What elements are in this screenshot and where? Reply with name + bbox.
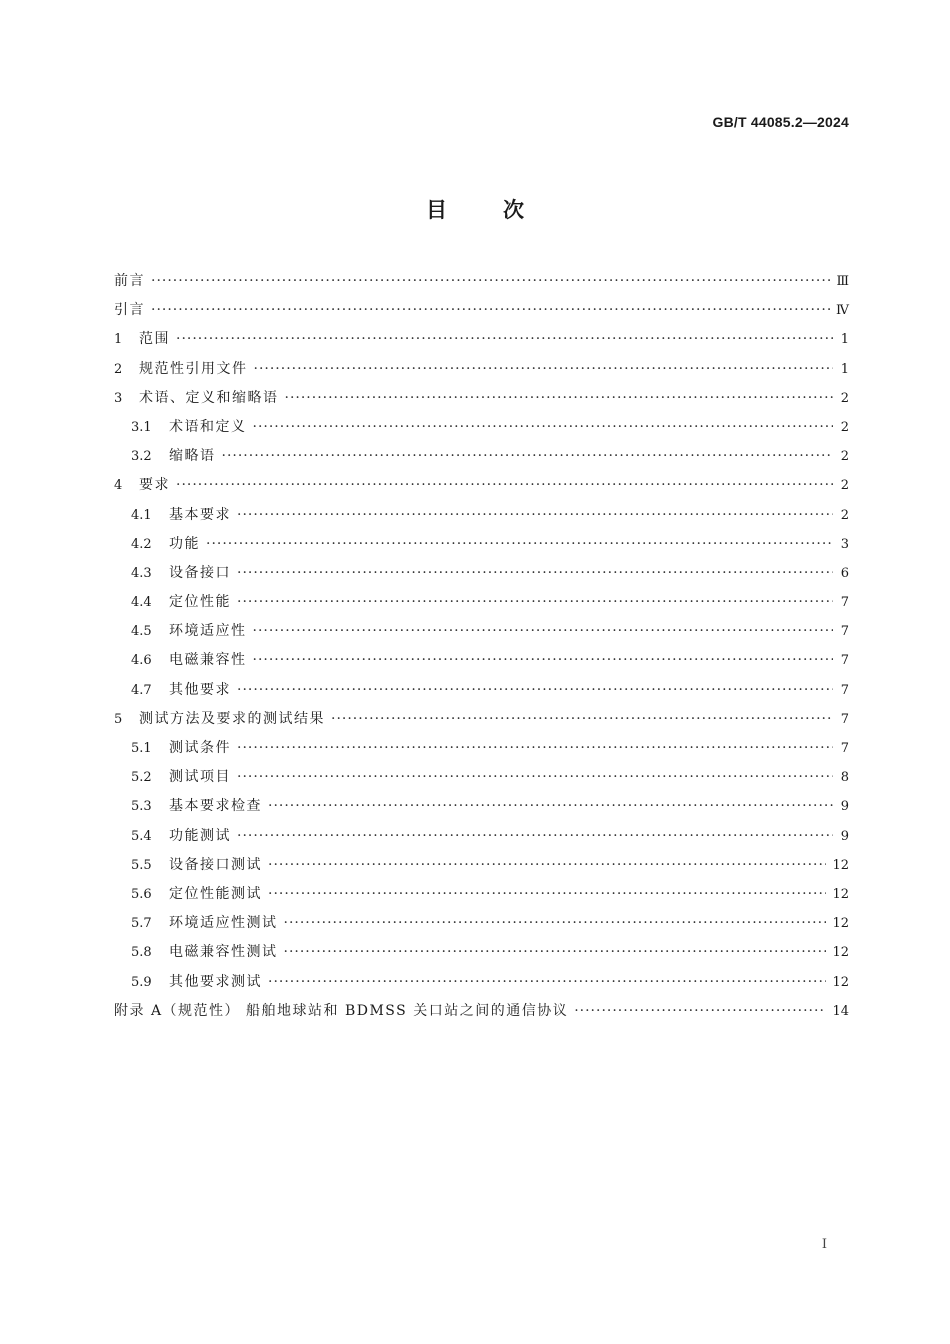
toc-entry-label: 测试方法及要求的测试结果 [139, 710, 325, 727]
toc-entry-number: 4.3 [131, 565, 152, 581]
toc-entry-page: 2 [840, 390, 849, 406]
page-title: 目次 [426, 198, 580, 222]
toc-entry-number: 4.5 [131, 624, 152, 640]
toc-dot-leader [253, 652, 834, 668]
toc-entry-label: 电磁兼容性 [169, 652, 247, 669]
toc-entry-page: 3 [840, 536, 849, 552]
toc-entry-number: 3 [114, 390, 123, 406]
toc-entry-number: 2 [114, 361, 123, 377]
toc-entry[interactable] [114, 270, 849, 299]
toc-entry-label: 环境适应性测试 [169, 915, 278, 932]
toc-dot-leader [176, 477, 833, 493]
toc-entry-page: 9 [840, 828, 849, 844]
toc-entry-number: 4.6 [131, 653, 152, 669]
toc-entry-page: 12 [832, 886, 849, 902]
toc-entry-page: Ⅳ [836, 303, 849, 319]
toc-entry[interactable] [114, 679, 849, 708]
toc-entry[interactable] [114, 912, 849, 941]
toc-entry-number: 5.3 [131, 799, 152, 815]
toc-entry-page: 2 [840, 507, 849, 523]
toc-entry-page: 2 [840, 478, 849, 494]
toc-entry-number: 4 [114, 478, 123, 494]
toc-entry[interactable] [114, 1000, 849, 1029]
toc-entry-page: 7 [840, 624, 849, 640]
toc-entry-page: 12 [832, 916, 849, 932]
toc-dot-leader [237, 740, 833, 756]
toc-entry-number: 1 [114, 332, 123, 348]
toc-entry-number: 4.2 [131, 536, 152, 552]
toc-entry-page: 7 [840, 682, 849, 698]
toc-dot-leader [176, 331, 833, 347]
toc-entry-number: 5 [114, 711, 123, 727]
toc-dot-leader [237, 828, 833, 844]
toc-entry[interactable] [114, 766, 849, 795]
toc-dot-leader [331, 711, 833, 727]
toc-entry-page: 12 [832, 857, 849, 873]
toc-entry[interactable] [114, 387, 849, 416]
toc-entry-label: 缩略语 [169, 448, 216, 465]
toc-dot-leader [284, 944, 827, 960]
toc-entry[interactable] [114, 854, 849, 883]
page-number: I [821, 1237, 827, 1252]
toc-entry-label: 测试条件 [169, 740, 231, 756]
toc-dot-leader [574, 1003, 826, 1019]
toc-dot-leader [284, 915, 827, 931]
toc-entry-page: 2 [840, 449, 849, 465]
toc-entry-number: 4.7 [131, 682, 152, 698]
toc-entry[interactable] [114, 474, 849, 503]
toc-entry-page: Ⅲ [836, 274, 849, 289]
toc-entry-label: 电磁兼容性测试 [169, 944, 278, 961]
toc-entry[interactable] [114, 795, 849, 824]
toc-entry-label: 环境适应性 [169, 623, 247, 640]
toc-entry-page: 14 [832, 1003, 849, 1019]
toc-entry-number: 5.1 [131, 741, 152, 756]
toc-entry-number: 5.6 [131, 886, 152, 902]
toc-dot-leader [237, 769, 833, 785]
toc-entry-page: 7 [840, 711, 849, 727]
toc-dot-leader [268, 857, 826, 873]
toc-dot-leader [285, 390, 834, 406]
toc-entry-label: 规范性引用文件 [139, 360, 248, 377]
toc-entry-label: 功能测试 [169, 827, 231, 844]
toc-entry[interactable] [114, 825, 849, 854]
toc-entry-page: 1 [840, 332, 849, 348]
toc-entry[interactable] [114, 445, 849, 474]
toc-entry-page: 7 [840, 741, 849, 756]
toc-entry-label: 设备接口 [169, 564, 231, 581]
toc-entry-label: 定位性能 [169, 594, 231, 611]
toc-entry-label: 范围 [139, 331, 170, 348]
toc-entry-number: 5.2 [131, 770, 152, 786]
toc-entry[interactable] [114, 358, 849, 387]
toc-entry[interactable] [114, 299, 849, 328]
toc-entry-number: 3.2 [131, 449, 152, 465]
toc-entry-page: 12 [832, 945, 849, 961]
toc-entry-label: 基本要求检查 [169, 798, 262, 815]
toc-entry-number: 5.5 [131, 857, 152, 873]
toc-entry[interactable] [114, 504, 849, 533]
toc-entry-label: 其他要求 [169, 681, 231, 698]
toc-entry-page: 2 [840, 419, 849, 435]
toc-entry-label: 功能 [169, 535, 200, 552]
toc-entry-page: 9 [840, 799, 849, 815]
toc-dot-leader [151, 302, 830, 318]
toc-entry[interactable] [114, 708, 849, 737]
toc-entry-page: 7 [840, 653, 849, 669]
toc-entry-label: 设备接口测试 [169, 856, 262, 873]
toc-entry-page: 8 [840, 770, 849, 786]
toc-entry-number: 5.4 [131, 828, 152, 844]
toc-entry-page: 1 [840, 361, 849, 377]
toc-entry[interactable] [114, 883, 849, 912]
toc-entry-label: 定位性能测试 [169, 885, 262, 902]
toc-entry-number: 4.1 [131, 507, 152, 523]
toc-dot-leader [237, 594, 833, 610]
toc-dot-leader [253, 419, 834, 435]
toc-entry-label: 其他要求测试 [169, 973, 262, 990]
toc-entry[interactable] [114, 533, 849, 562]
toc-entry[interactable] [114, 971, 849, 1000]
toc-entry-label: 要求 [139, 477, 170, 494]
toc-entry-label: 引言 [114, 302, 145, 319]
toc-dot-leader [237, 507, 833, 523]
toc-entry-label: 前言 [114, 273, 145, 289]
toc-dot-leader [206, 536, 833, 552]
toc-entry[interactable] [114, 649, 849, 678]
toc-entry[interactable] [114, 591, 849, 620]
table-of-contents [114, 270, 849, 1029]
toc-entry-label: 术语、定义和缩略语 [139, 389, 279, 406]
toc-dot-leader [237, 682, 833, 698]
toc-entry[interactable] [114, 328, 849, 357]
toc-entry-number: 4.4 [131, 595, 152, 611]
toc-entry[interactable] [114, 416, 849, 445]
toc-entry-page: 12 [832, 974, 849, 990]
toc-dot-leader [222, 448, 834, 464]
toc-entry-page: 6 [840, 565, 849, 581]
toc-entry-label: 基本要求 [169, 506, 231, 523]
toc-entry-number: 5.8 [131, 945, 152, 961]
toc-entry[interactable] [114, 737, 849, 766]
toc-entry-number: 5.9 [131, 974, 152, 990]
toc-entry[interactable] [114, 620, 849, 649]
toc-entry-number: 3.1 [131, 419, 152, 435]
toc-entry-label: 附录 A（规范性） 船舶地球站和 BDMSS 关口站之间的通信协议 [114, 1002, 569, 1019]
document-code: GB/T 44085.2—2024 [712, 114, 849, 130]
toc-entry-number: 5.7 [131, 916, 152, 932]
toc-entry-label: 测试项目 [169, 769, 231, 786]
toc-dot-leader [268, 886, 826, 902]
toc-entry-page: 7 [840, 595, 849, 611]
toc-entry[interactable] [114, 562, 849, 591]
toc-dot-leader [268, 974, 826, 990]
toc-dot-leader [253, 623, 834, 639]
toc-dot-leader [268, 798, 833, 814]
toc-entry[interactable] [114, 941, 849, 970]
toc-dot-leader [237, 565, 833, 581]
toc-dot-leader [151, 273, 830, 289]
toc-entry-label: 术语和定义 [169, 418, 247, 435]
toc-dot-leader [254, 361, 834, 377]
